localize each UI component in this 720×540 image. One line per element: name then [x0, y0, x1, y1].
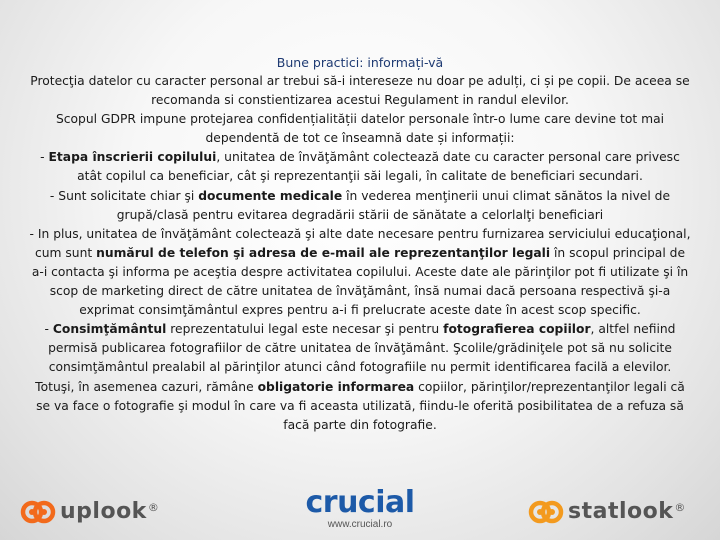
slide-body: [28, 72, 692, 435]
crucial-url: www.crucial.ro: [327, 519, 393, 530]
body-paragraph: [28, 187, 692, 225]
uplook-wordmark: uplook: [60, 499, 147, 524]
uplook-icon: [20, 500, 56, 524]
statlook-icon: [528, 500, 564, 524]
body-paragraph: [28, 72, 692, 110]
paragraph-text: Scopul GDPR impune protejarea confidențialității datelor personale într-o lume care devine tot mai dependentă de tot ce înseamnă date și informații:: [55, 112, 665, 146]
emphasis-text: Consimţământul: [52, 322, 167, 337]
paragraph-text: -: [44, 322, 53, 337]
paragraph-text: - In plus, unitatea de învăţământ colectează şi alte date necesare pentru furnizarea serviciului educaţional, cum sunt: [29, 226, 691, 260]
statlook-logo: [528, 499, 685, 524]
uplook-logo: [20, 499, 159, 524]
paragraph-text: copiilor, părinţilor/reprezentanţilor legali că se va face o fotografie şi modul în care va fi aceasta utilizată, fiindu-le oferită posibilitatea de a refuza să facă parte din fotografie.: [36, 379, 685, 432]
paragraph-text: , altfel nefiind permisă publicarea fotografiilor de către unitatea de învăţământ. Şcolile/grădiniţele pot să nu solicite consimţământul prealabil al părinţilor atunci când fotografiile nu permit identificarea facilă a elevilor. Totuşi, în asemenea cazuri, rămâne: [35, 322, 676, 394]
paragraph-text: Protecţia datelor cu caracter personal ar trebui să-i intereseze nu doar pe adulți, ci și pe copii. De aceea se recomanda si constientizarea acestui Regulament in randul elevilor.: [30, 74, 690, 108]
paragraph-text: în vederea menţinerii unui climat sănătos la nivel de grupă/clasă pentru evitarea degradării stării de sănătate a celorlalţi beneficiari: [116, 188, 671, 222]
body-paragraph: [28, 225, 692, 320]
uplook-registered-mark: ®: [147, 501, 159, 514]
paragraph-text: reprezentatului legal este necesar şi pentru: [166, 322, 444, 337]
crucial-wordmark: crucial: [305, 485, 415, 520]
paragraph-text: , unitatea de învăţământ colectează date cu caracter personal care privesc atât copilul ca beneficiar, cât şi reprezentanţii săi legali, în calitate de beneficiari secundari.: [77, 150, 680, 184]
emphasis-text: fotografierea copiilor: [443, 322, 591, 337]
body-paragraph: [28, 110, 692, 148]
body-paragraph: [28, 148, 692, 186]
statlook-registered-mark: ®: [674, 501, 686, 514]
paragraph-text: -: [40, 150, 49, 165]
emphasis-text: numărul de telefon şi adresa de e-mail ale reprezentanţilor legali: [96, 245, 551, 260]
emphasis-text: Etapa înscrierii copilului: [48, 150, 217, 165]
emphasis-text: documente medicale: [198, 188, 343, 203]
body-paragraph: [28, 320, 692, 435]
crucial-logo: [300, 487, 420, 531]
emphasis-text: obligatorie informarea: [257, 379, 415, 394]
paragraph-text: în scopul principal de a-i contacta şi informa pe aceştia despre activitatea copilului. Aceste date ale părinţilor pot fi utilizate şi în scop de marketing direct de către unitatea de învăţământ, însă numai dacă persoana respectivă şi-a exprimat consimţământul expres pentru a-i fi prelucrate aceste date în acest scop specific.: [31, 245, 689, 318]
logo-strip: [0, 485, 720, 535]
paragraph-text: - Sunt solicitate chiar şi: [49, 188, 199, 203]
slide-title: Bune practici: informați-vă: [276, 55, 444, 70]
statlook-wordmark: statlook: [568, 499, 674, 524]
